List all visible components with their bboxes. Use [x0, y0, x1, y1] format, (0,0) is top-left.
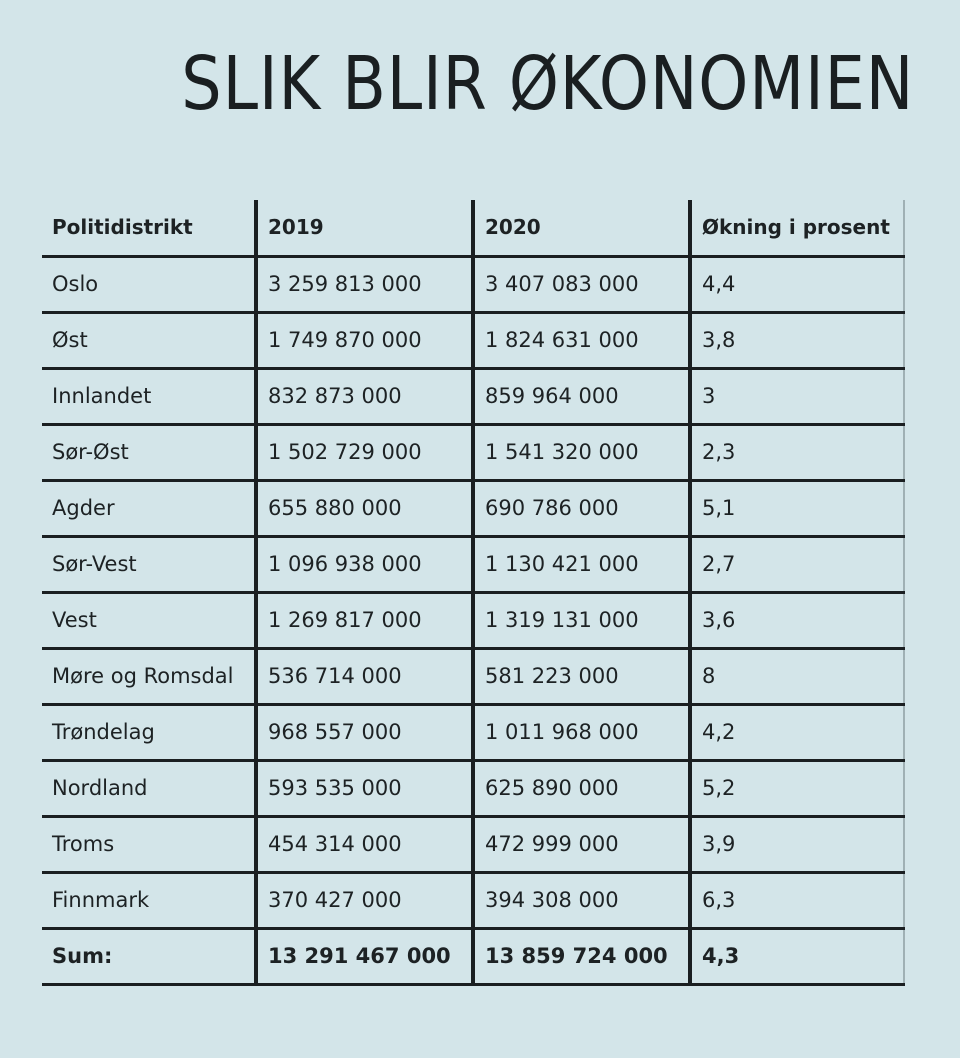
increase-percent-cell: 6,3 [690, 872, 904, 928]
table-row [42, 872, 904, 928]
district-cell: Finnmark [52, 888, 150, 912]
increase-percent-cell: 3,8 [690, 312, 904, 368]
value-2019-cell: 454 314 000 [256, 816, 473, 872]
sum-row [42, 928, 904, 984]
district-cell: Nordland [52, 776, 148, 800]
increase-percent-cell: 3 [690, 368, 904, 424]
sum-2019: 13 291 467 000 [256, 928, 473, 984]
column-header-2019: 2019 [256, 200, 473, 256]
value-2020-cell: 394 308 000 [473, 872, 690, 928]
table-row [42, 816, 904, 872]
value-2019-cell: 655 880 000 [256, 480, 473, 536]
table-body [42, 256, 904, 928]
district-cell: Oslo [52, 272, 99, 296]
value-2020-cell: 1 824 631 000 [473, 312, 690, 368]
value-2019-cell: 1 749 870 000 [256, 312, 473, 368]
table-row [42, 368, 904, 424]
budget-table [42, 200, 905, 986]
table-row [42, 424, 904, 480]
increase-percent-cell: 2,7 [690, 536, 904, 592]
value-2019-cell: 968 557 000 [256, 704, 473, 760]
value-2019-cell: 1 502 729 000 [256, 424, 473, 480]
table-row [42, 312, 904, 368]
district-cell: Sør-Øst [52, 440, 129, 464]
table-row [42, 256, 904, 312]
value-2020-cell: 1 541 320 000 [473, 424, 690, 480]
increase-percent-cell: 2,3 [690, 424, 904, 480]
value-2019-cell: 1 096 938 000 [256, 536, 473, 592]
value-2020-cell: 1 011 968 000 [473, 704, 690, 760]
increase-percent-cell: 4,2 [690, 704, 904, 760]
value-2020-cell: 859 964 000 [473, 368, 690, 424]
district-cell: Sør-Vest [52, 552, 137, 576]
table-row [42, 648, 904, 704]
increase-percent-cell: 3,9 [690, 816, 904, 872]
increase-percent-cell: 5,2 [690, 760, 904, 816]
district-cell: Møre og Romsdal [52, 664, 234, 688]
value-2020-cell: 690 786 000 [473, 480, 690, 536]
value-2020-cell: 3 407 083 000 [473, 256, 690, 312]
table-row [42, 592, 904, 648]
value-2019-cell: 536 714 000 [256, 648, 473, 704]
column-header-increase-percent: Økning i prosent [690, 200, 904, 256]
column-header-district: Politidistrikt [52, 215, 193, 240]
district-cell: Troms [52, 832, 115, 856]
increase-percent-cell: 3,6 [690, 592, 904, 648]
value-2019-cell: 370 427 000 [256, 872, 473, 928]
increase-percent-cell: 5,1 [690, 480, 904, 536]
table-row [42, 536, 904, 592]
sum-2020: 13 859 724 000 [473, 928, 690, 984]
value-2020-cell: 581 223 000 [473, 648, 690, 704]
value-2019-cell: 3 259 813 000 [256, 256, 473, 312]
table-row [42, 704, 904, 760]
value-2019-cell: 832 873 000 [256, 368, 473, 424]
district-cell: Innlandet [52, 384, 152, 408]
value-2020-cell: 1 130 421 000 [473, 536, 690, 592]
sum-increase-percent: 4,3 [690, 928, 904, 984]
value-2020-cell: 472 999 000 [473, 816, 690, 872]
sum-label: Sum: [52, 944, 113, 968]
value-2020-cell: 1 319 131 000 [473, 592, 690, 648]
district-cell: Vest [52, 608, 97, 632]
value-2019-cell: 593 535 000 [256, 760, 473, 816]
district-cell: Trøndelag [52, 720, 155, 744]
table-row [42, 760, 904, 816]
district-cell: Agder [52, 496, 115, 520]
table-row [42, 480, 904, 536]
increase-percent-cell: 4,4 [690, 256, 904, 312]
district-cell: Øst [52, 328, 88, 352]
column-header-2020: 2020 [473, 200, 690, 256]
value-2020-cell: 625 890 000 [473, 760, 690, 816]
increase-percent-cell: 8 [690, 648, 904, 704]
table-header-row [42, 200, 904, 256]
page-title: SLIK BLIR ØKONOMIEN [181, 41, 914, 127]
value-2019-cell: 1 269 817 000 [256, 592, 473, 648]
